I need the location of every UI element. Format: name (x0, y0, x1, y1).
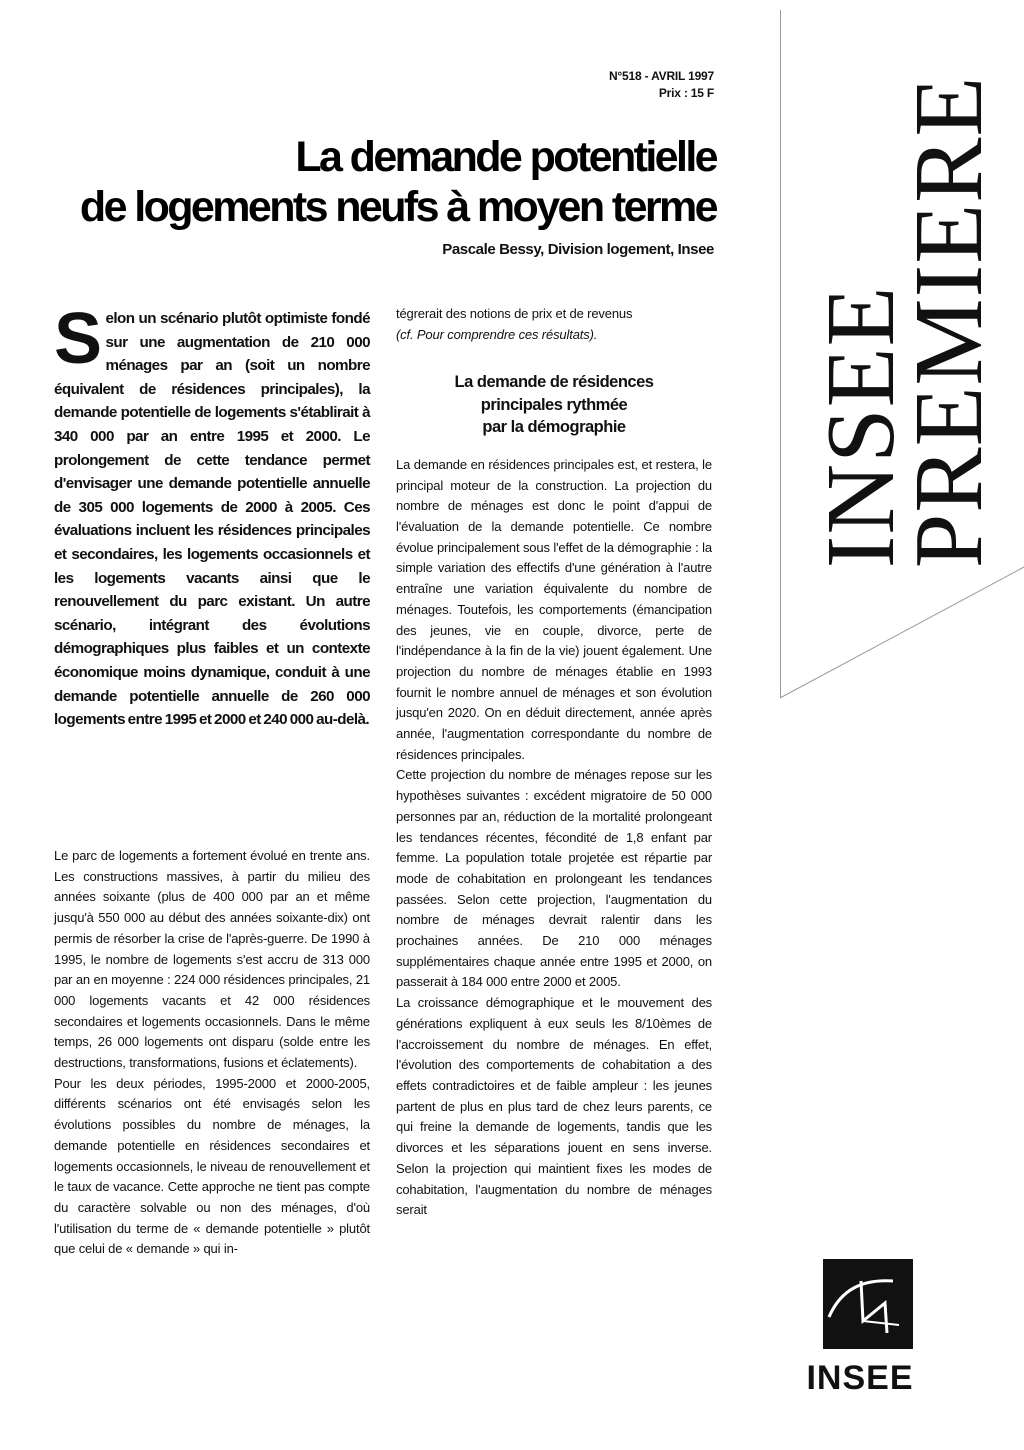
lead-paragraph (54, 299, 370, 732)
section-heading-line-2: principales rythmée (480, 395, 628, 414)
continued-text: tégrerait des notions de prix et de revenus (396, 306, 633, 321)
body-paragraph: La croissance démographique et le mouvement des générations expliquent à eux seuls les 8/10èmes de l'accroissement du nombre de ménages. En effet, l'évolution des comportements de cohabitation a des effets contradictoires et de faible ampleur : les jeunes partent de plus en plus tard de chez leurs parents, ce qui freine la demande de logements, tandis que les divorces et les séparations jouent en sens inverse. Selon la projection qui maintient fixes les modes de cohabitation, l'augmentation du nombre de ménages serait (396, 995, 712, 1218)
continued-reference: (cf. Pour comprendre ces résultats). (396, 326, 598, 342)
brand-line-1: INSEE (807, 285, 915, 569)
brand-wordmark (807, 75, 1003, 569)
insee-logo-icon (823, 1259, 913, 1349)
issue-number: N°518 - AVRIL 1997 (608, 69, 714, 83)
diagonal-rule (780, 565, 1024, 700)
left-column-body (54, 846, 370, 1260)
logo-text: INSEE (806, 1359, 914, 1397)
right-column-body (396, 304, 712, 1221)
issue-info (609, 68, 714, 102)
body-paragraph: Le parc de logements a fortement évolué en trente ans. Les constructions massives, à partir du milieu des années soixante (plus de 400 000 par an et même jusqu'à 550 000 au début des années soixante-dix) ont permis de résorber la crise de l'après-guerre. De 1990 à 1995, le nombre de logements s'est accru de 313 000 par an en moyenne : 224 000 résidences principales, 21 000 logements vacants et 42 000 résidences secondaires et logements occasionnels. Dans le même temps, 26 000 logements ont disparu (solde entre les destructions, transformations, fusions et éclatements). (54, 848, 370, 1071)
title-line-2: de logements neufs à moyen terme (79, 183, 716, 231)
section-heading (396, 371, 712, 439)
logo-mark-icon (823, 1259, 913, 1349)
body-paragraph: Cette projection du nombre de ménages repose sur les hypothèses suivantes : excédent migratoire de 50 000 personnes par an, réduction de la mortalité prolongeant les tendances récentes, fécondité de 1,8 enfant par femme. La population totale projetée est répartie par mode de cohabitation en prolongeant les tendances passées. Selon cette projection, l'augmentation du nombre de ménages devrait ralentir dans les prochaines années. De 210 000 ménages supplémentaires chaque année entre 1995 et 2000, on passerait à 184 000 entre 2000 et 2005. (396, 767, 712, 990)
brand-line-2: PREMIERE (895, 75, 1003, 569)
author-line: Pascale Bessy, Division logement, Insee (442, 241, 714, 258)
body-paragraph: Pour les deux périodes, 1995-2000 et 2000-2005, différents scénarios ont été envisagés selon les évolutions possibles du nombre de ménages, la demande potentielle en résidences secondaires et logements occasionnels, le niveau de renouvellement et le taux de vacance. Cette approche ne tient pas compte du caractère solvable ou non des ménages, d'où l'utilisation du terme de « demande potentielle » plutôt que celui de « demande » qui in- (54, 1075, 370, 1257)
issue-price: Prix : 15 F (658, 86, 714, 100)
section-heading-line-1: La demande de résidences (454, 373, 654, 392)
lead-text: elon un scénario plutôt optimiste fondé sur une augmentation de 210 000 ménages par an (soit un nombre équivalent de résidences principales), la demande potentielle de logements s'établirait à 340 000 par an entre 1995 et 2000. Le prolongement de cette tendance permet d'envisager une demande potentielle annuelle de 305 000 logements de 2000 à 2005. Ces évaluations incluent les résidences principales et secondaires, les logements occasionnels et les logements vacants ainsi que le renouvellement du parc existant. Un autre scénario, intégrant des évolutions démographiques plus faibles et un contexte économique moins dynamique, conduit à une demande potentielle annuelle de 260 000 logements entre 1995 et 2000 et 240 000 au-delà. (54, 310, 370, 729)
section-heading-line-3: par la démographie (482, 418, 626, 437)
title-line-1: La demande potentielle (295, 133, 716, 181)
body-paragraph: La demande en résidences principales est, et restera, le principal moteur de la construction. La projection du nombre de ménages est donc le point d'appui de l'évaluation de la demande potentielle. Ce nombre évolue principalement sous l'effet de la démographie : la simple variation des effectifs d'une génération à l'autre entraîne une variation équivalente du nombre de ménages. Toutefois, les comportements (émancipation des jeunes, vie en couple, divorce, perte de l'indépendance à la fin de la vie) jouent également. Une projection du nombre de ménages établie en 1993 fournit le nombre annuel de ménages et son évolution jusqu'en 2020. On en déduit directement, année après année, l'augmentation correspondante du nombre de résidences principales. (396, 456, 712, 762)
article-title (80, 132, 716, 232)
drop-cap: S (54, 299, 102, 379)
